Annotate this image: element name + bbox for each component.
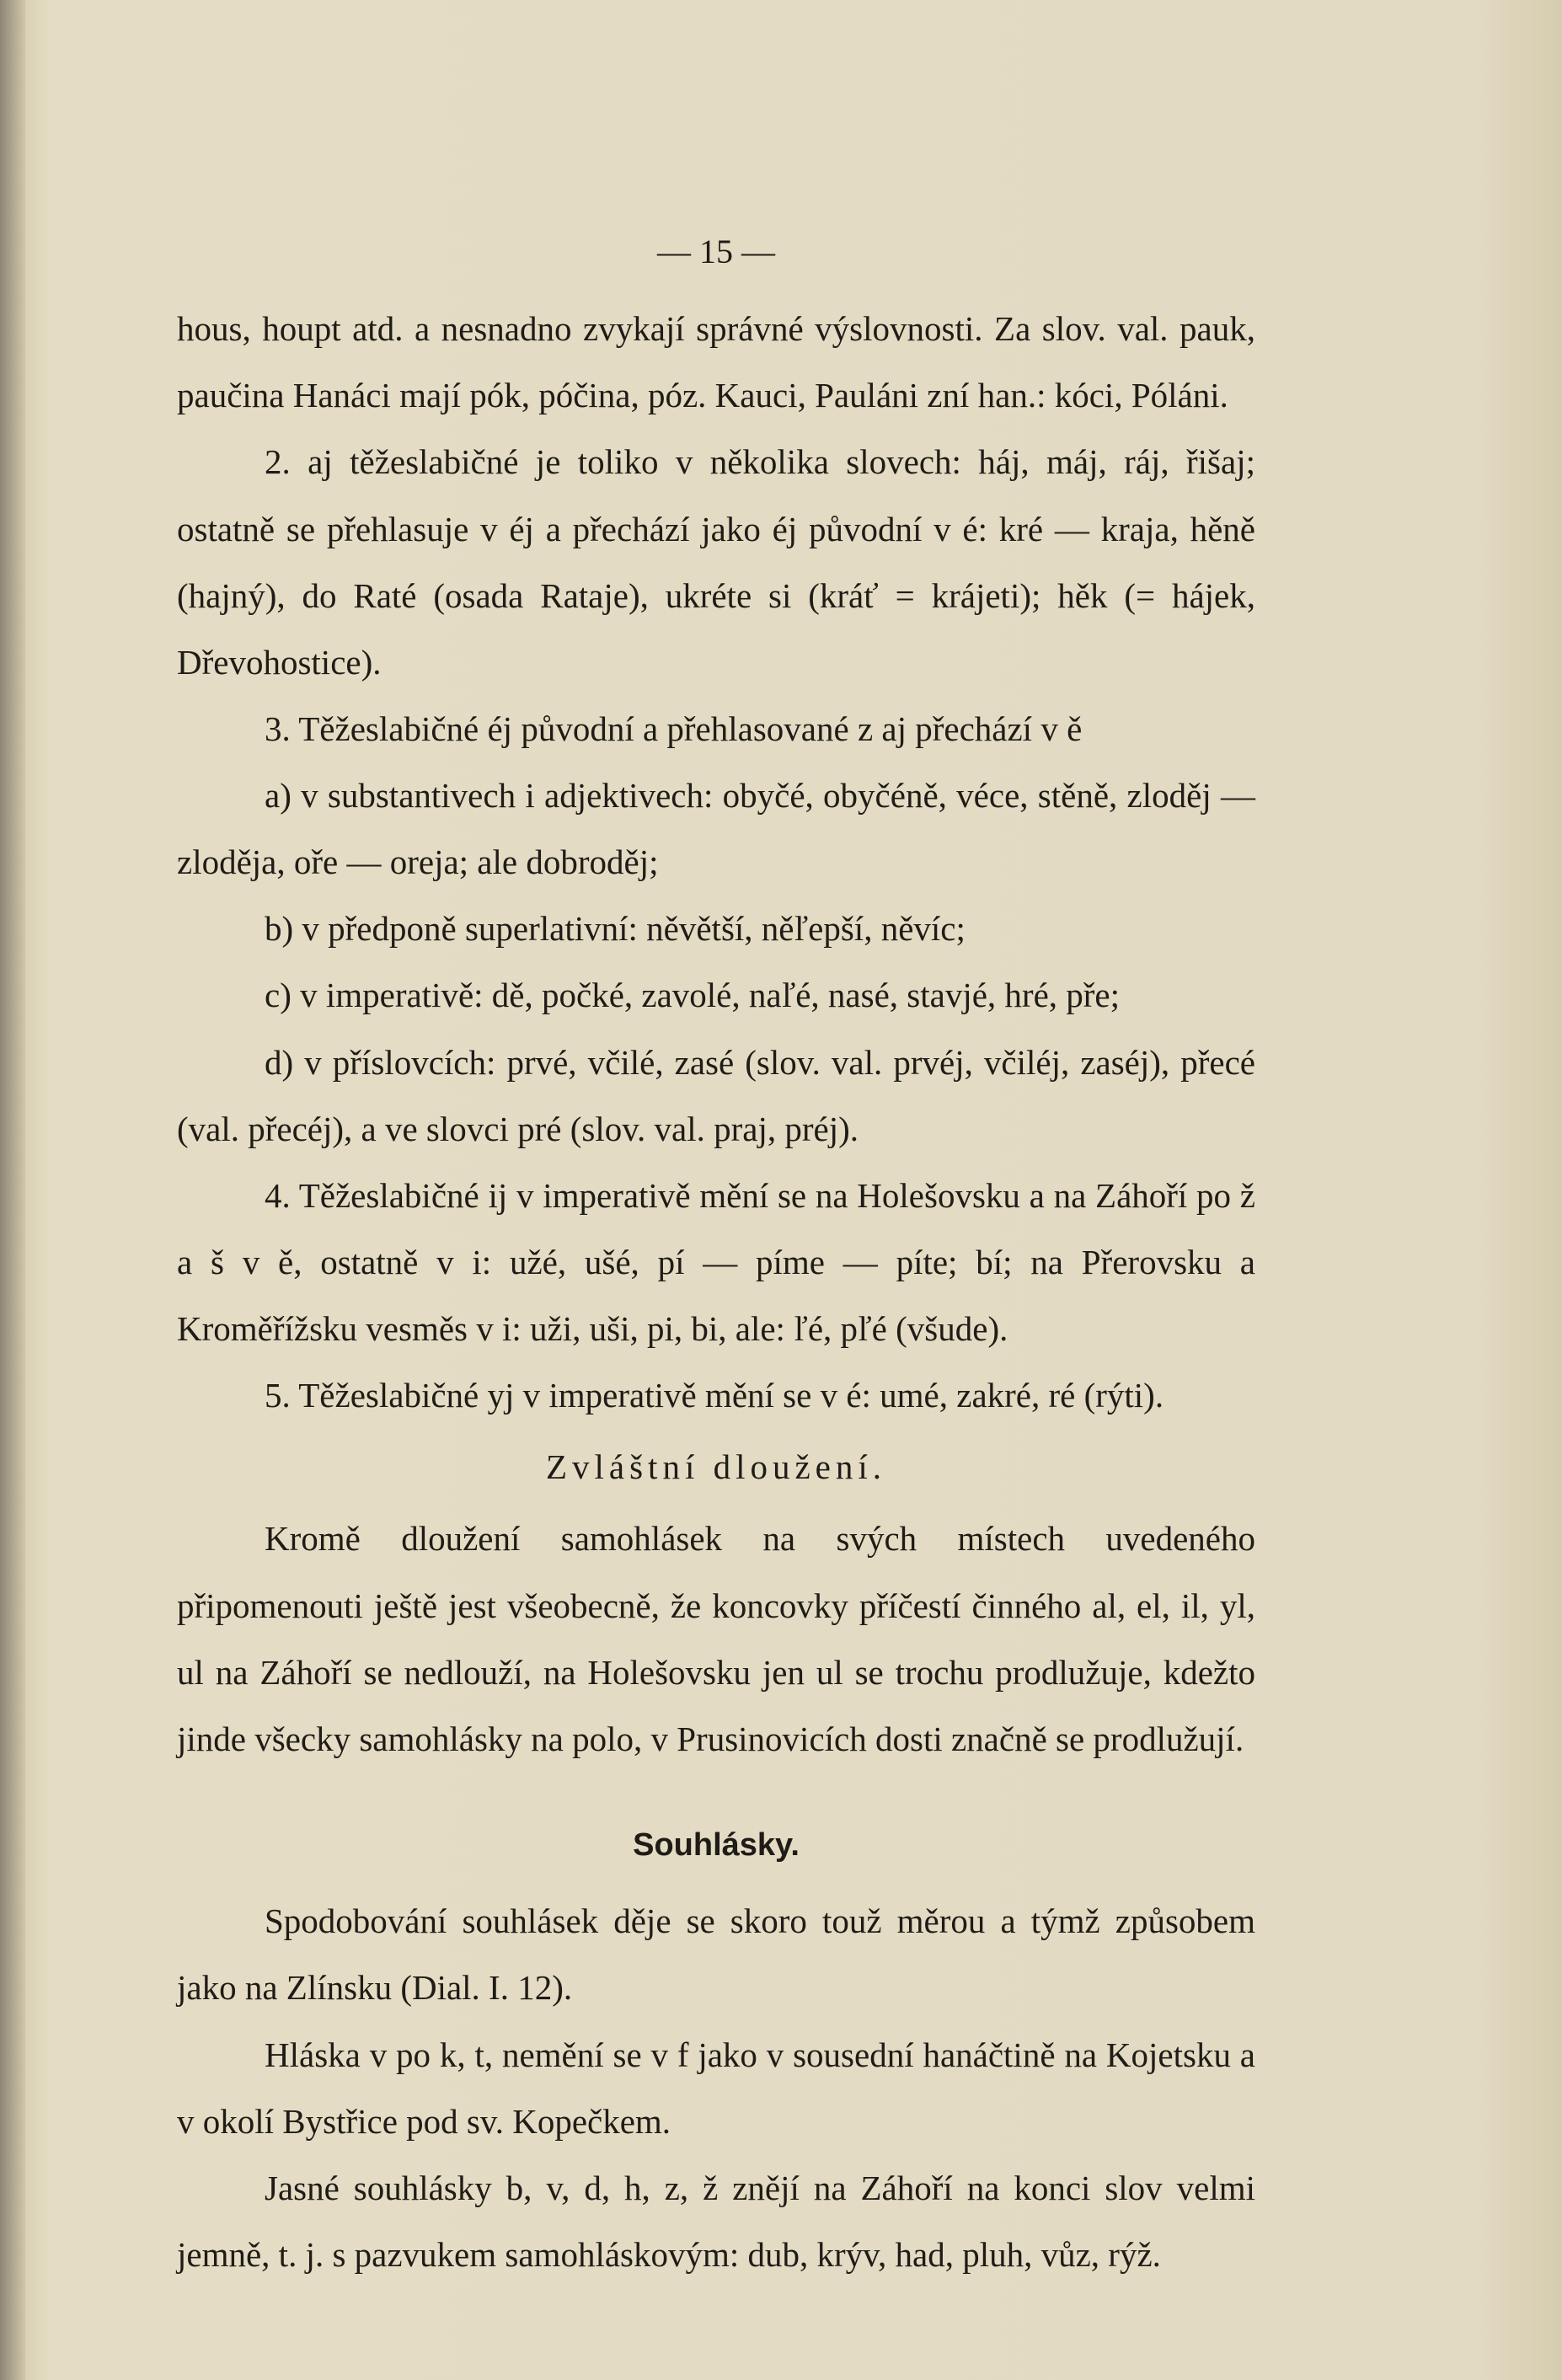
book-spine-shadow [0,0,25,2380]
text-column [177,219,1255,2288]
page-number: — 15 — [657,233,775,270]
paragraph: 5. Těžeslabičné yj v imperativě mění se v é: umé, zakré, ré (rýti). [265,1376,1164,1415]
paragraph: 2. aj těžeslabičné je toliko v několika slovech: háj, máj, ráj, řišaj; ostatně se přehlasuje v éj a přechází jako éj původní v é: kré — kraja, hěně (hajný), do Raté (osada Rataje), ukréte si (kráť = krájeti); hěk (= hájek, Dřevohostice). [177,442,1255,682]
paragraph: a) v substantivech i adjektivech: obyčé, obyčéně, véce, stěně, zloděj — zloděja, oře — oreja; ale dobroděj; [177,776,1255,882]
paragraph: Kromě dloužení samohlásek na svých místech uvedeného připomenouti ještě jest všeobecně, že koncovky příčestí činného al, el, il, yl, ul na Záhoří se nedlouží, na Holešovsku jen ul se trochu prodlužuje, kdežto jinde všecky samohlásky na polo, v Prusinovicích dosti značně se prodlužují. [177,1519,1255,1758]
paragraph: d) v příslovcích: prvé, včilé, zasé (slov. val. prvéj, včiléj, zaséj), přecé (val. přecéj), a ve slovci pré (slov. val. praj, préj). [177,1042,1255,1148]
paragraph: Spodobování souhlásek děje se skoro touž měrou a týmž způsobem jako na Zlínsku (Dial. I. 12). [177,1901,1255,2008]
paragraph: hous, houpt atd. a nesnadno zvykají správné výslovnosti. Za slov. val. pauk, paučina Hanáci mají pók, póčina, póz. Kauci, Pauláni zní han.: kóci, Póláni. [177,309,1255,415]
paragraph: c) v imperativě: dě, počké, zavolé, naľé, nasé, stavjé, hré, pře; [265,976,1121,1015]
section-heading: Zvláštní dloužení. [545,1447,887,1487]
paragraph: Jasné souhlásky b, v, d, h, z, ž znějí na Záhoří na konci slov velmi jemně, t. j. s pazvukem samohláskovým: dub, krýv, had, pluh, vůz, rýž. [177,2168,1255,2274]
paragraph: 3. Těžeslabičné éj původní a přehlasované z aj přechází v ě [265,709,1083,748]
paragraph: b) v předponě superlativní: něvětší, něľepší, něvíc; [265,909,966,949]
section-heading: Souhlásky. [633,1826,800,1863]
paragraph: Hláska v po k, t, nemění se v f jako v sousední hanáčtině na Kojetsku a v okolí Bystřice pod sv. Kopečkem. [177,2035,1255,2141]
paragraph: 4. Těžeslabičné ij v imperativě mění se na Holešovsku a na Záhoří po ž a š v ě, ostatně v i: užé, ušé, pí — píme — píte; bí; na Přerovsku a Kroměřížsku vesměs v i: uži, uši, pi, bi, ale: ľé, pľé (všude). [177,1175,1255,1349]
